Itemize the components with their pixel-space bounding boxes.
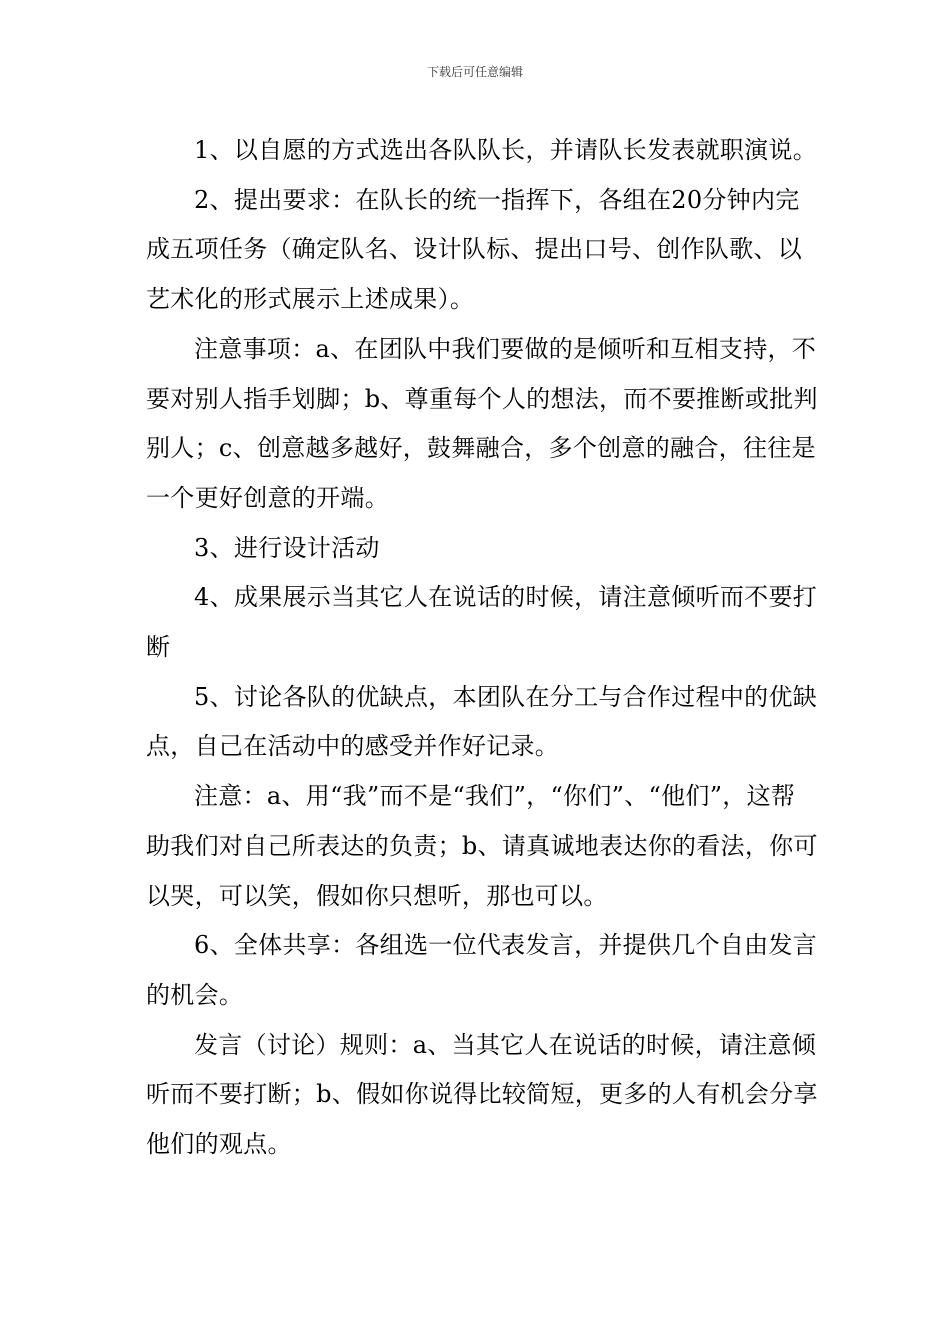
paragraph-notes: 注意事项：a、在团队中我们要做的是倾听和互相支持，不要对别人指手划脚；b、尊重每个人的想法，而不要推断或批判别人；c、创意越多越好，鼓舞融合，多个创意的融合，往往是一个更好创意的开端。 bbox=[146, 334, 818, 512]
paragraph-step-1: 1、以自愿的方式选出各队队长，并请队长发表就职演说。 bbox=[194, 136, 818, 164]
paragraph-rules: 发言（讨论）规则：a、当其它人在说话的时候，请注意倾听而不要打断；b、假如你说得比较简短，更多的人有机会分享他们的观点。 bbox=[146, 1030, 818, 1159]
document-body bbox=[146, 126, 818, 1170]
page-header: 下载后可任意编辑 bbox=[426, 65, 523, 79]
paragraph-step-5: 5、讨论各队的优缺点，本团队在分工与合作过程中的优缺点，自己在活动中的感受并作好记录。 bbox=[146, 682, 818, 761]
paragraph-step-2: 2、提出要求：在队长的统一指挥下，各组在20分钟内完成五项任务（确定队名、设计队标、提出口号、创作队歌、以艺术化的形式展示上述成果）。 bbox=[146, 185, 803, 314]
paragraph-step-3: 3、进行设计活动 bbox=[194, 533, 380, 562]
paragraph-step-6: 6、全体共享：各组选一位代表发言，并提供几个自由发言的机会。 bbox=[146, 931, 818, 1009]
paragraph-step-4: 4、成果展示当其它人在说话的时候，请注意倾听而不要打断 bbox=[146, 583, 818, 662]
paragraph-attention: 注意：a、用“我”而不是“我们”，“你们”、“他们”，这帮助我们对自己所表达的负责；b、请真诚地表达你的看法，你可以哭，可以笑，假如你只想听，那也可以。 bbox=[146, 782, 818, 910]
